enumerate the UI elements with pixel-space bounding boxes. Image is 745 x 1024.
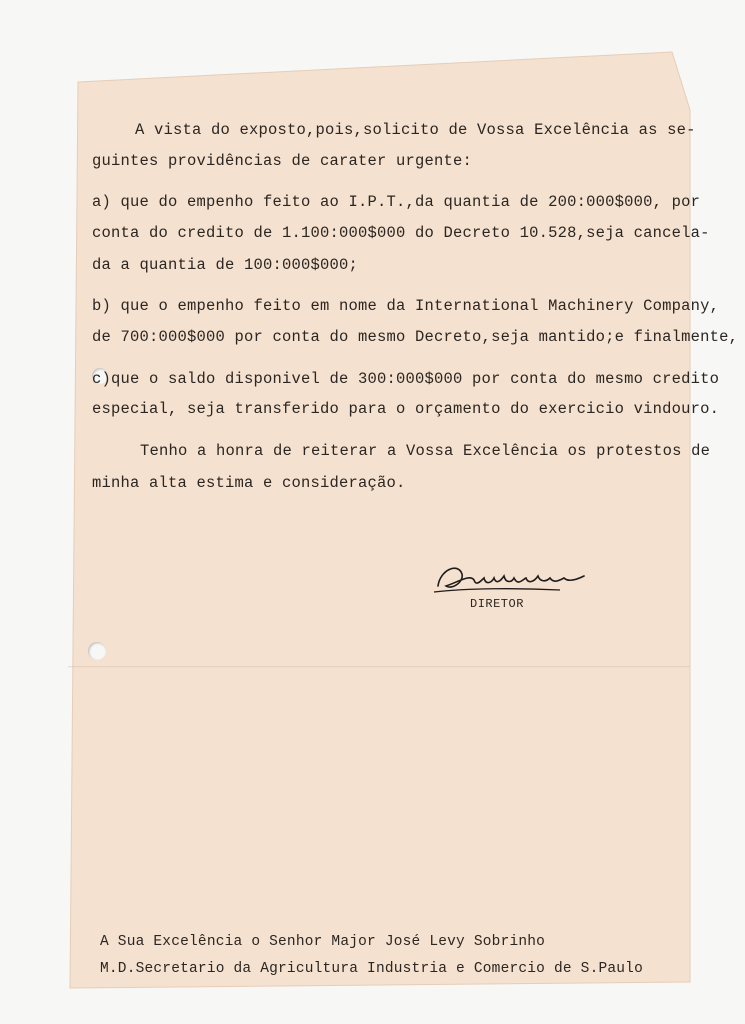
letter-line-4: conta do credito de 1.100:000$000 do Decreto 10.528,seja cancela- <box>92 224 710 242</box>
letter-line-1: A vista do exposto,pois,solicito de Vossa Excelência as se- <box>135 121 696 139</box>
letter-line-2: guintes providências de carater urgente: <box>92 152 473 170</box>
letter-line-9: especial, seja transferido para o orçamento do exercicio vindouro. <box>92 400 720 418</box>
letter-line-6: b) que o empenho feito em nome da International Machinery Company, <box>92 297 720 315</box>
addressee-line-2: M.D.Secretario da Agricultura Industria e Comercio de S.Paulo <box>100 961 643 977</box>
director-title: DIRETOR <box>470 597 524 611</box>
letter-line-8: c)que o saldo disponivel de 300:000$000 por conta do mesmo credito <box>92 370 720 388</box>
letter-line-10: Tenho a honra de reiterar a Vossa Excelência os protestos de <box>140 442 711 460</box>
letter-line-3: a) que do empenho feito ao I.P.T.,da quantia de 200:000$000, por <box>92 193 701 211</box>
letter-line-11: minha alta estima e consideração. <box>92 474 406 492</box>
fold-line <box>68 666 690 668</box>
letter-line-5: da a quantia de 100:000$000; <box>92 256 359 274</box>
letter-line-7: de 700:000$000 por conta do mesmo Decreto,seja mantido;e finalmente, <box>92 328 739 346</box>
punch-hole-bottom <box>88 642 106 660</box>
addressee-line-1: A Sua Excelência o Senhor Major José Levy Sobrinho <box>100 934 546 950</box>
